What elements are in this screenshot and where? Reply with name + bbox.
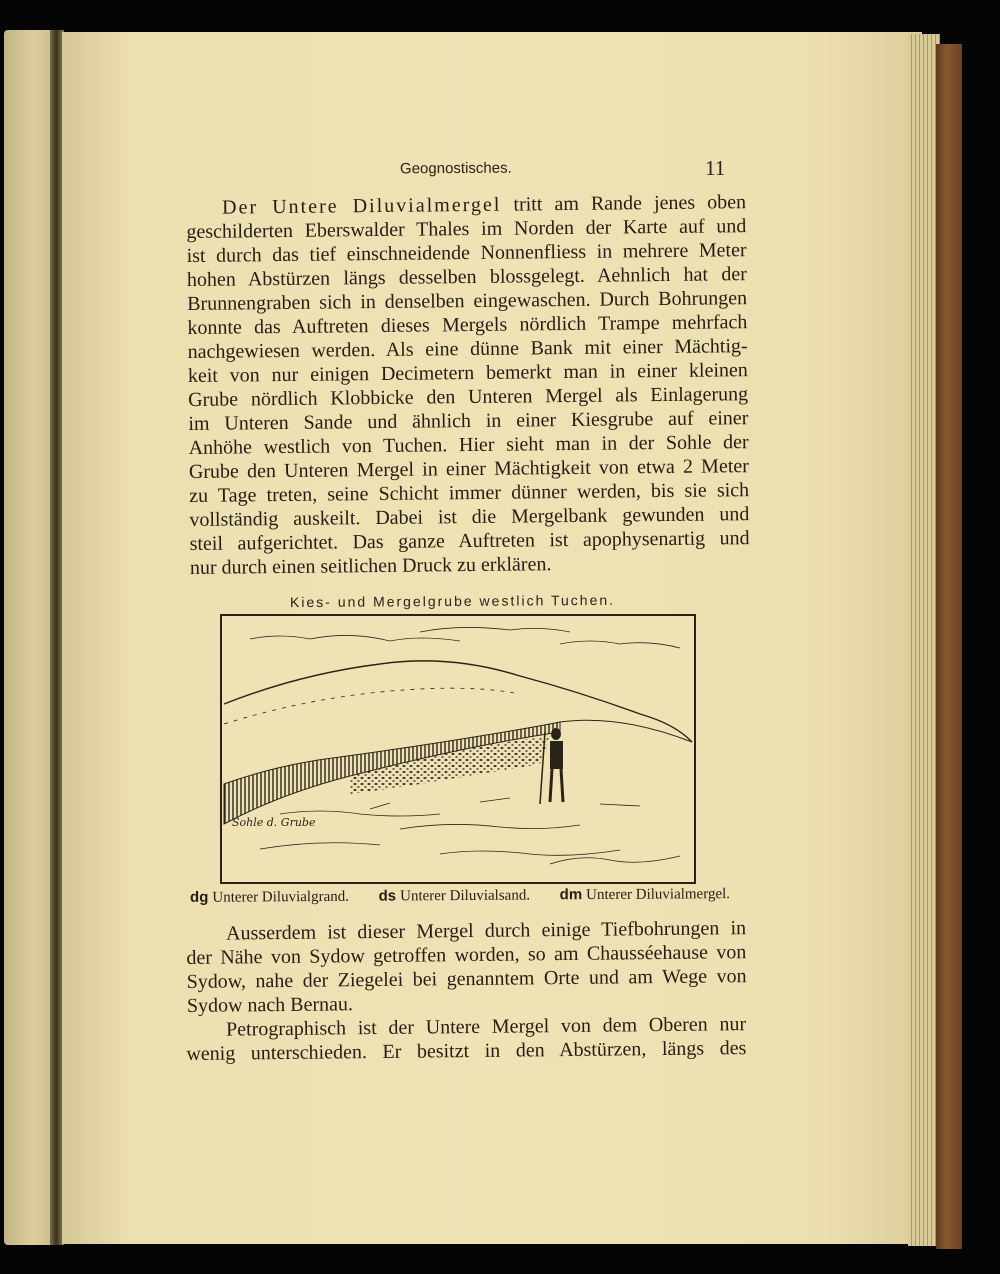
inset-label: Sohle d. Grube	[232, 816, 316, 829]
text-line: Ausserdem ist dieser Mergel durch einige Tiefbohrungen in	[226, 917, 747, 945]
running-head: Geognostisches.	[399, 159, 512, 178]
legend-text: Unterer Diluvialsand.	[400, 887, 531, 905]
left-page-edge	[4, 30, 54, 1245]
text-line: zu Tage treten, seine Schicht immer dünner werden, bis sie sich	[189, 479, 750, 507]
figure-caption: Kies- und Mergelgrube westlich Tuchen.	[289, 591, 616, 611]
term-spaced: Der Untere Diluvialmergel	[222, 193, 502, 219]
text-line: Grube nördlich Klobbicke den Unteren Mergel als Einlagerung	[188, 383, 749, 411]
text-line: im Unteren Sande und ähnlich in einer Kiesgrube auf einer	[188, 407, 749, 435]
legend-abbr: ds	[378, 887, 397, 905]
text-line: geschilderten Eberswalder Thales im Norden der Karte auf und	[186, 215, 747, 243]
text-line: ist durch das tief einschneidende Nonnenfliess in mehrere Meter	[186, 239, 747, 267]
text-line: keit von nur einigen Decimetern bemerkt man in einer kleinen	[187, 359, 748, 387]
legend-abbr: dm	[559, 886, 583, 904]
text-line: wenig unterschieden. Er besitzt in den Abstürzen, längs des	[186, 1037, 747, 1065]
text-line: vollständig auskeilt. Dabei ist die Mergelbank gewunden und	[189, 503, 750, 531]
figure-legend	[190, 885, 730, 907]
text-line: Sydow nach Bernau.	[186, 993, 354, 1017]
paragraph-3	[186, 1012, 746, 1066]
paragraph-1	[186, 190, 750, 580]
legend-item	[379, 887, 531, 906]
paragraph-2	[186, 916, 747, 1018]
legend-text: Unterer Diluvialgrand.	[212, 888, 350, 906]
gravel-pit-illustration	[220, 614, 696, 884]
text-line: steil aufgerichtet. Das ganze Auftreten ist apophysenartig und	[189, 527, 750, 555]
text-line: konnte das Auftreten dieses Mergels nördlich Trampe mehrfach	[187, 311, 748, 339]
text-line: Anhöhe westlich von Tuchen. Hier sieht man in der Sohle der	[188, 431, 749, 459]
text-fragment: tritt am Rande jenes oben	[501, 191, 747, 216]
text-line: Petrographisch ist der Untere Mergel von dem Oberen nur	[226, 1013, 747, 1041]
legend-item	[190, 888, 349, 907]
page-number: 11	[705, 156, 726, 180]
text-line: nachgewiesen werden. Als eine dünne Bank mit einer Mächtig-	[187, 335, 748, 363]
text-line: der Nähe von Sydow getroffen worden, so am Chausséehause von	[186, 941, 747, 969]
text-line: Brunnengraben sich in denselben eingewaschen. Durch Bohrungen	[187, 287, 748, 315]
text-line: Sydow, nahe der Ziegelei bei genanntem Orte und am Wege von	[186, 965, 747, 993]
legend-item	[560, 885, 730, 904]
text-line: nur durch einen seitlichen Druck zu erklären.	[189, 553, 552, 579]
legend-abbr: dg	[189, 888, 209, 906]
text-line: Grube den Unteren Mergel in einer Mächtigkeit von etwa 2 Meter	[188, 455, 749, 483]
book-cover-edge	[936, 44, 962, 1249]
text-line: hohen Abstürzen längs desselben blossgelegt. Aehnlich hat der	[186, 263, 747, 291]
legend-text: Unterer Diluvialmergel.	[586, 886, 731, 904]
